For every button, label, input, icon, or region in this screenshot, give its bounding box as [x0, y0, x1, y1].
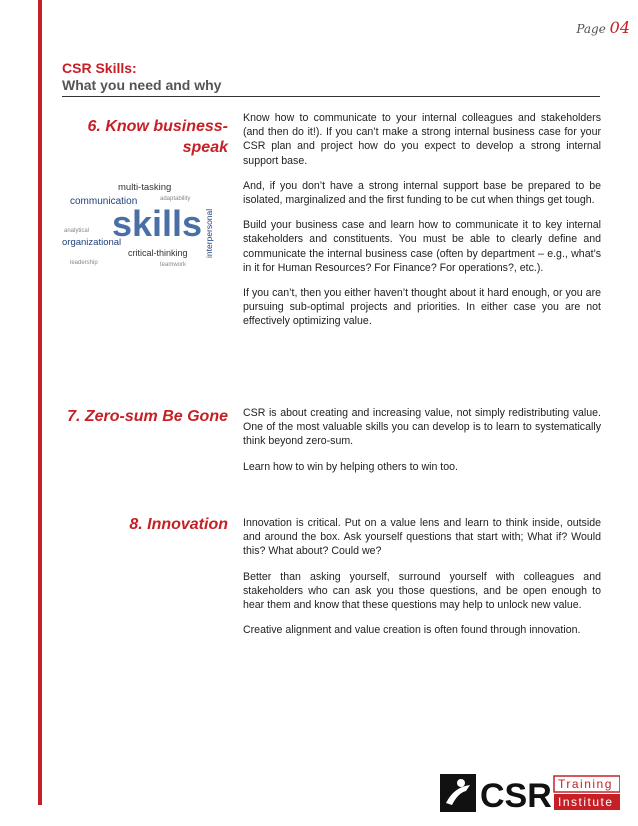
section-6-heading: [60, 116, 228, 158]
section-8-heading: 8. Innovation: [129, 516, 228, 533]
logo-institute-text: Institute: [558, 795, 614, 809]
wc-word: analytical: [64, 228, 90, 234]
left-accent-bar: [38, 0, 42, 805]
skills-word-cloud-image: [60, 178, 232, 270]
logo-figure-head-icon: [457, 779, 465, 787]
paragraph: Learn how to win by helping others to win too.: [243, 460, 458, 473]
section-6-body: [243, 111, 601, 340]
page-label: Page: [576, 22, 606, 36]
paragraph: If you can’t, then you either haven’t thought about it hard enough, or you are pursuing sub-optimal projects and priorities. In either case you are not effectively optimizing value.: [243, 287, 601, 328]
title-rule: [62, 96, 600, 97]
wc-word: skills: [112, 203, 203, 244]
page-number-value: 04: [609, 18, 630, 37]
logo-training-text: Training: [558, 777, 613, 791]
paragraph: And, if you don’t have a strong internal support base be prepared to be isolated, marginalized and the first funding to be cut when things get tough.: [243, 179, 601, 207]
csr-training-institute-logo: [440, 773, 620, 813]
paragraph: Creative alignment and value creation is often found through innovation.: [243, 624, 581, 637]
wc-word: multi-tasking: [118, 182, 172, 193]
document-title: CSR Skills:: [62, 60, 137, 76]
wc-word: organizational: [62, 237, 122, 248]
wc-word: critical-thinking: [128, 248, 188, 258]
section-7-heading: 7. Zero-sum Be Gone: [67, 408, 228, 425]
paragraph: Build your business case and learn how to communicate it to key internal stakeholders and constituents. You must be able to clearly define and communicate the internal business case (often by department – e.g., what’s in it for Human Resources? For Finance? For operations?, etc.).: [243, 219, 601, 274]
section-7-body: [243, 406, 601, 485]
wc-word: communication: [70, 196, 138, 207]
paragraph: Know how to communicate to your internal colleagues and stakeholders (and then do it!). If you can’t make a strong internal business case for your CSR plan and project how do you expect to develop a strong internal support base.: [243, 112, 601, 167]
paragraph: Better than asking yourself, surround yourself with colleagues and stakeholders who can ask you those questions, and be open enough to hear them and know that these questions may help to unlock new value.: [243, 570, 601, 612]
document-subtitle: What you need and why: [62, 77, 222, 93]
wc-word: leadership: [70, 260, 98, 266]
section-6-heading-line2: speak: [182, 139, 228, 156]
section-8-body: [243, 516, 601, 648]
wc-word: adaptability: [160, 196, 191, 202]
paragraph: Innovation is critical. Put on a value lens and learn to think inside, outside and around the box. Ask yourself questions that start with; What if? Would this? What about? Could we?: [243, 517, 601, 558]
logo-csr-text: CSR: [480, 777, 552, 813]
wc-word: interpersonal: [204, 208, 214, 258]
paragraph: CSR is about creating and increasing value, not simply redistributing value. One of the most valuable skills you can develop is to learn to systematically think beyond zero-sum.: [243, 407, 601, 448]
wc-word: teamwork: [160, 262, 187, 268]
page-number: [576, 18, 630, 37]
section-6-heading-line1: 6. Know business-: [87, 118, 228, 135]
